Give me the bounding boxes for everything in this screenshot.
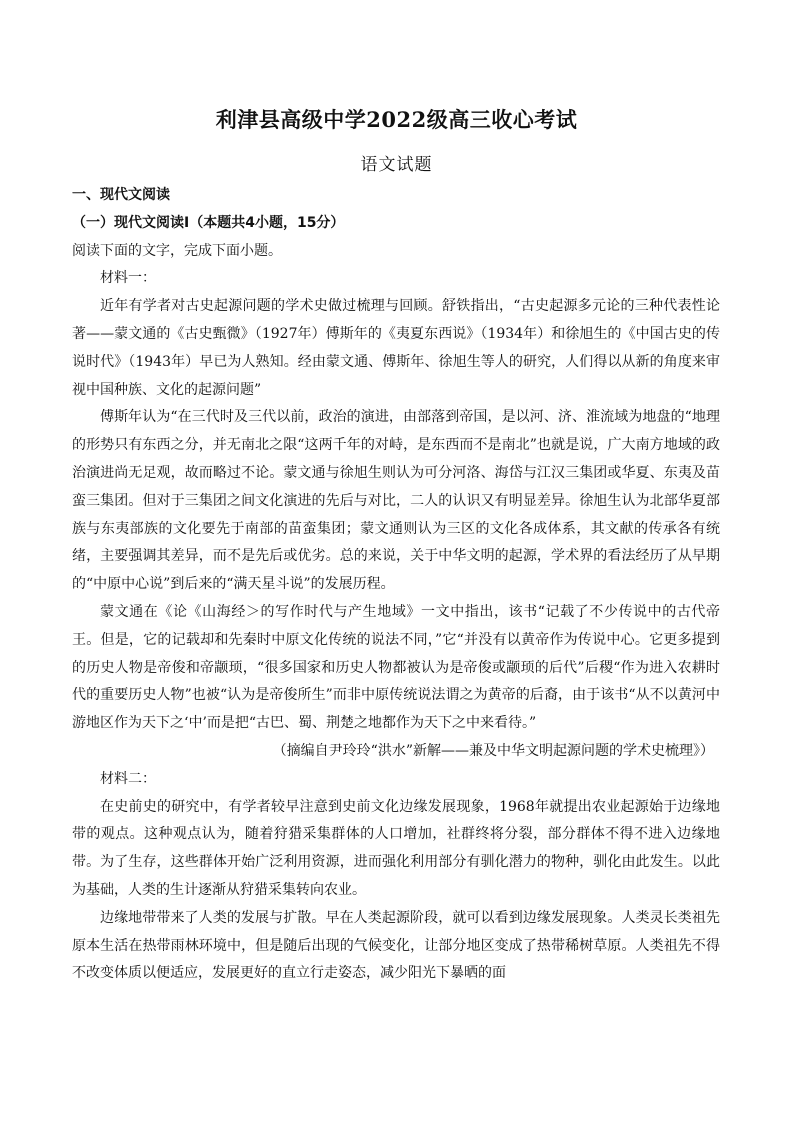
reading-instruction: 阅读下面的文字，完成下面小题。: [72, 242, 282, 259]
exam-subtitle: 语文试题: [360, 155, 433, 175]
document-body: [72, 182, 720, 988]
sub-section-heading: （一）现代文阅读Ⅰ（本题共4小题，15分）: [72, 214, 345, 231]
material2-label: 材料二：: [100, 770, 156, 787]
exam-title: 利津县高级中学2022级高三收心考试: [215, 107, 578, 132]
material2-paragraph-1: 在史前史的研究中，有学者较早注意到史前文化边缘发展现象，1968年就提出农业起源始于边缘地带的观点。这种观点认为，随着狩猎采集群体的人口增加，社群终将分裂，部分群体不得不进入边缘地带。为了生存，这些群体开始广泛利用资源，进而强化利用部分有驯化潜力的物种，驯化由此发生。以此为基础，人类的生计逐渐从狩猎采集转向农业。: [72, 798, 720, 898]
material1-paragraph-2: 傅斯年认为“在三代时及三代以前，政治的演进，由部落到帝国，是以河、济、淮流域为地盘的“地理的形势只有东西之分，并无南北之限“这两千年的对峙，是东西而不是南北”也就是说，广大南方地域的政治演进尚无足观，故而略过不论。蒙文通与徐旭生则认为可分河洛、海岱与江汉三集团或华夏、东夷及苗蛮三集团。但对于三集团之间文化演进的先后与对比，二人的认识又有明显差异。徐旭生认为北部华夏部族与东夷部族的文化要先于南部的苗蛮集团；蒙文通则认为三区的文化各成体系，其文献的传承各有统绪，主要强调其差异，而不是先后或优劣。总的来说，关于中华文明的起源，学术界的看法经历了从早期的“中原中心说”到后来的“满天星斗说”的发展历程。: [72, 409, 720, 593]
material2-paragraph-2: 边缘地带带来了人类的发展与扩散。早在人类起源阶段，就可以看到边缘发展现象。人类灵长类祖先原本生活在热带雨林环境中，但是随后出现的气候变化，让部分地区变成了热带稀树草原。人类祖先不得不改变体质以便适应，发展更好的直立行走姿态，减少阳光下暴晒的面: [72, 909, 720, 982]
material1-paragraph-3: 蒙文通在《论《山海经＞的写作时代与产生地域》一文中指出，该书“记载了不少传说中的古代帝王。但是，它的记载却和先秦时中原文化传统的说法不同，”它“并没有以黄帝作为传说中心。它更多提到的历史人物是帝俊和帝颛顼，“很多国家和历史人物都被认为是帝俊或颛顼的后代”后稷“作为进入农耕时代的重要历史人物”也被“认为是帝俊所生”而非中原传统说法谓之为黄帝的后裔，由于该书“从不以黄河中游地区作为天下之‘中’而是把“古巴、蜀、荆楚之地都作为天下之中来看待。”: [72, 603, 720, 732]
section-heading: 一、现代文阅读: [72, 187, 170, 203]
material1-label: 材料一：: [100, 270, 156, 287]
material1-source: （摘编自尹玲玲“洪水”新解——兼及中华文明起源问题的学术史梳理》）: [272, 742, 714, 759]
material1-paragraph-1: 近年有学者对古史起源问题的学术史做过梳理与回顾。舒铁指出，“古史起源多元论的三种代表性论著——蒙文通的《古史甄微》（1927年）傅斯年的《夷夏东西说》（1934年）和徐旭生的《中国古史的传说时代》（1943年）早已为人熟知。经由蒙文通、傅斯年、徐旭生等人的研究，人们得以从新的角度来审视中国种族、文化的起源问题”: [72, 298, 720, 398]
